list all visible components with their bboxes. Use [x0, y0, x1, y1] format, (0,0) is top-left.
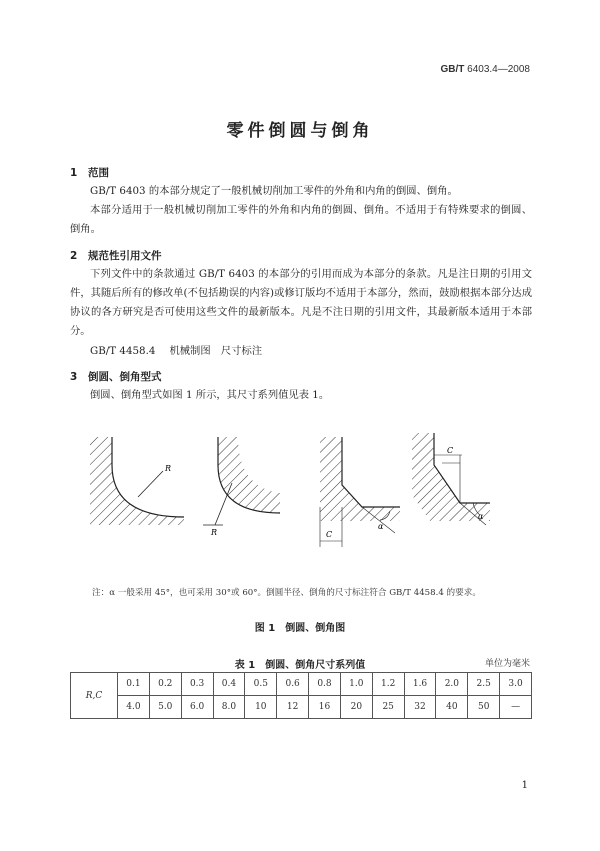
- table-cell: 32: [404, 696, 436, 719]
- table-cell: 2.5: [468, 673, 500, 696]
- table-row: [71, 673, 532, 696]
- table-cell: 1.2: [372, 673, 404, 696]
- figure-d-label-alpha: α: [478, 512, 484, 521]
- figure-b-internal-round: [203, 437, 280, 537]
- dimension-table: [70, 672, 532, 719]
- table-cell: 3.0: [500, 673, 532, 696]
- figure-a-label-r: R: [165, 464, 172, 473]
- figure-note: 注：α 一般采用 45°，也可采用 30°或 60°。倒圆半径、倒角的尺寸标注符合 GB/T 4458.4 的要求。: [92, 588, 481, 598]
- table-cell: 40: [436, 696, 468, 719]
- table-cell: 16: [309, 696, 341, 719]
- standard-code: GB/T 6403.4—2008: [440, 64, 530, 75]
- table-cell: 0.4: [213, 673, 245, 696]
- table-row: [71, 696, 532, 719]
- table-cell: 6.0: [181, 696, 213, 719]
- table-cell: 25: [372, 696, 404, 719]
- section-2-heading: 2 规范性引用文件: [70, 250, 162, 262]
- table-cell: 0.6: [277, 673, 309, 696]
- table-cell: 1.6: [404, 673, 436, 696]
- table-cell: 8.0: [213, 696, 245, 719]
- section-1-paragraph-1: GB/T 6403 的本部分规定了一般机械切削加工零件的外角和内角的倒圆、倒角。: [90, 185, 458, 197]
- table-cell: 0.5: [245, 673, 277, 696]
- figure-c-external-chamfer: [320, 437, 400, 547]
- table-cell: 20: [340, 696, 372, 719]
- section-2-paragraph: 下列文件中的条款通过 GB/T 6403 的本部分的引用而成为本部分的条款。凡是注日期的引用文件，其随后所有的修改单(不包括勘误的内容)或修订版均不适用于本部分，然而，鼓励根据本部分达成协议的各方研究是否可使用这些文件的最新版本。凡是不注日期的引用文件，其最新版本适用于本部分。: [70, 268, 532, 337]
- table-cell: 5.0: [149, 696, 181, 719]
- table-cell: 0.3: [181, 673, 213, 696]
- figure-d-internal-chamfer: [412, 433, 490, 525]
- table-cell: 50: [468, 696, 500, 719]
- table-cell: 0.1: [118, 673, 150, 696]
- table-cell: 12: [277, 696, 309, 719]
- figure-c-label-alpha: α: [378, 522, 384, 531]
- table-unit: 单位为毫米: [484, 659, 530, 669]
- section-1-heading: 1 范围: [70, 167, 109, 179]
- table-cell: 2.0: [436, 673, 468, 696]
- table-cell: 0.8: [309, 673, 341, 696]
- page-title: 零件倒圆与倒角: [226, 121, 374, 141]
- table-row-header: R,C: [71, 673, 118, 719]
- table-caption: 表 1 倒圆、倒角尺寸系列值: [234, 660, 366, 671]
- figure-b-label-r: R: [211, 528, 218, 537]
- section-1-paragraph-2: 本部分适用于一般机械切削加工零件的外角和内角的倒圆、倒角。不适用于有特殊要求的倒圆、倒角。: [70, 204, 532, 235]
- table-cell: 0.2: [149, 673, 181, 696]
- page-number: 1: [521, 780, 528, 791]
- figure-d-label-c: C: [447, 446, 454, 455]
- section-3-paragraph: 倒圆、倒角型式如图 1 所示，其尺寸系列值见表 1。: [90, 389, 330, 401]
- table-cell: 4.0: [118, 696, 150, 719]
- table-cell: 1.0: [340, 673, 372, 696]
- table-cell: —: [500, 696, 532, 719]
- normative-reference: GB/T 4458.4 机械制图 尺寸标注: [90, 345, 263, 357]
- figure-c-label-c: C: [326, 530, 333, 539]
- section-3-heading: 3 倒圆、倒角型式: [70, 371, 162, 383]
- figure-caption: 图 1 倒圆、倒角图: [254, 623, 346, 634]
- table-cell: 10: [245, 696, 277, 719]
- figure-a-external-round: [90, 437, 184, 525]
- chamfer-round-figure: [70, 425, 532, 555]
